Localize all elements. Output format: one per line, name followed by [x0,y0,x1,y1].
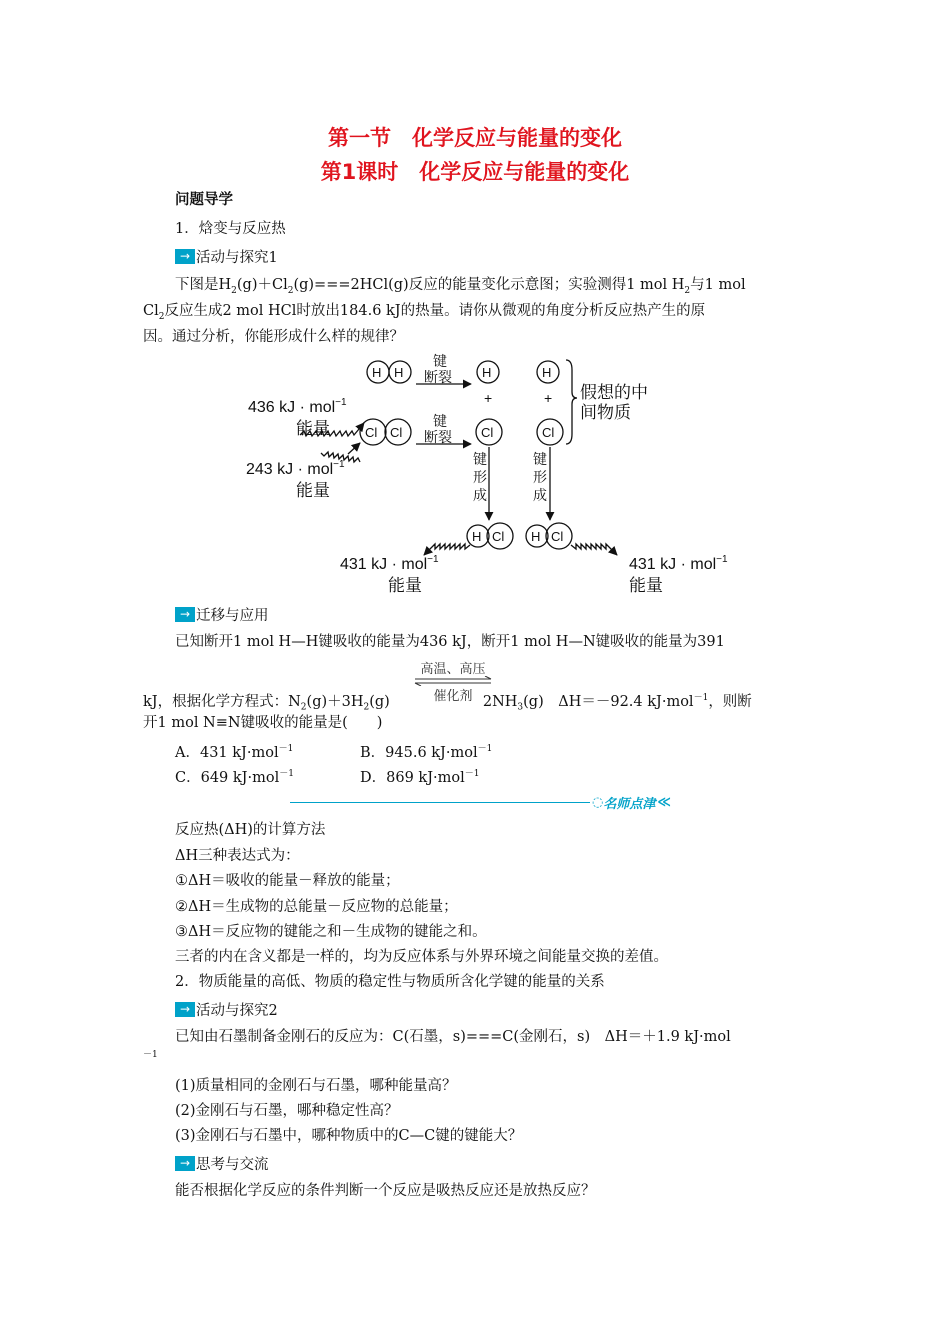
activity2-line1-cont: －1 [143,1050,158,1060]
svg-text:断裂: 断裂 [424,429,452,445]
svg-text:+: + [544,390,553,406]
activity1-tag: → 活动与探究1 [175,246,278,266]
svg-text:键: 键 [433,413,447,429]
svg-text:能量: 能量 [629,576,663,595]
svg-text:能量: 能量 [296,419,330,438]
activity2-q3: (3)金刚石与石墨中，哪种物质中的C—C键的键能大？ [175,1128,523,1144]
tips-heading: 反应热(ΔH)的计算方法 [175,822,326,838]
svg-text:+: + [484,390,493,406]
svg-text:Cl: Cl [365,425,378,440]
svg-text:间物质: 间物质 [580,403,631,422]
svg-text:形: 形 [473,469,487,485]
option-b: B．945.6 kJ·mol$^{-1}$ [360,744,493,761]
svg-text:断裂: 断裂 [424,369,452,385]
svg-text:成: 成 [533,487,547,503]
svg-text:H: H [531,529,541,544]
section-heading: 问题导学 [175,192,233,208]
activity1-paragraph-line3: 因。通过分析，你能形成什么样的规律？ [143,329,404,345]
transfer-line2: kJ，根据化学方程式：$N_2(g)+3H_2(g)$ $2NH_3(g)$ ΔH＝－92.4 kJ·mol$^{-1}$，则断 [143,693,752,713]
banner-divider [290,802,590,803]
svg-text:Cl: Cl [492,529,505,544]
tips-line0: ΔH三种表达式为： [175,848,300,864]
svg-text:431 kJ · mol−1: 431 kJ · mol$^{-1}$ [340,554,439,573]
tips-summary: 三者的内在含义都是一样的，均为反应体系与外界环境之间能量交换的差值。 [175,949,668,965]
arrow-right-icon: → [175,607,195,622]
svg-text:H: H [542,365,552,380]
tips-item2: ②ΔH＝生成物的总能量－反应物的总能量； [175,899,458,915]
double-chevron-left-icon: ≪ [657,794,671,810]
svg-text:形: 形 [533,469,547,485]
page-subtitle: 第1课时 化学反应与能量的变化 [320,160,630,184]
svg-text:能量: 能量 [296,481,330,500]
svg-text:假想的中: 假想的中 [580,383,648,402]
option-d: D．869 kJ·mol$^{-1}$ [360,769,480,786]
transfer-line3: 开1 mol N≡N键吸收的能量是( ) [143,715,383,731]
svg-text:H: H [394,365,404,380]
svg-text:H: H [482,365,492,380]
svg-text:键: 键 [473,451,487,467]
svg-text:Cl: Cl [390,425,403,440]
dot-icon: ◌ [592,794,604,810]
banner-label: ◌ 名师点津 ≪ [592,794,671,812]
arrow-right-icon: → [175,249,195,264]
svg-text:243 kJ · mol−1: 243 kJ · mol$^{-1}$ [246,459,345,478]
discussion-tag: → 思考与交流 [175,1153,269,1173]
hcl-energy-diagram [230,350,760,600]
svg-text:Cl: Cl [551,529,564,544]
svg-text:431 kJ · mol−1: 431 kJ · mol$^{-1}$ [629,554,728,573]
activity2-q1: (1)质量相同的金刚石与石墨，哪种能量高？ [175,1078,457,1094]
activity2-q2: (2)金刚石与石墨，哪种稳定性高？ [175,1103,399,1119]
svg-text:成: 成 [473,487,487,503]
arrow-right-icon: → [175,1156,195,1171]
activity2-tag: → 活动与探究2 [175,999,278,1019]
activity1-paragraph-line1: 下图是$H_2(g)+Cl_2(g)===2HCl(g)$反应的能量变化示意图；实验测得1 mol $H_2$与1 mol [175,277,746,296]
page-title: 第一节 化学反应与能量的变化 [328,126,622,150]
svg-text:Cl: Cl [542,425,555,440]
activity2-line1: 已知由石墨制备金刚石的反应为：C(石墨，s)===C(金刚石，s) ΔH＝＋1.9 kJ·mol [175,1029,731,1045]
svg-text:H: H [472,529,482,544]
part1-heading: 1．焓变与反应热 [175,221,286,237]
svg-text:H: H [372,365,382,380]
activity1-paragraph-line2: $Cl_2$反应生成2 mol HCl时放出184.6 kJ的热量。请你从微观的角度分析反应热产生的原 [143,303,706,322]
svg-text:Cl: Cl [481,425,494,440]
transfer-line1: 已知断开1 mol H—H键吸收的能量为436 kJ，断开1 mol H—N键吸收的能量为391 [175,634,725,650]
svg-text:436 kJ · mol−1: 436 kJ · mol$^{-1}$ [248,397,347,416]
tips-item3: ③ΔH＝反应物的键能之和－生成物的键能之和。 [175,924,487,940]
transfer-tag: → 迁移与应用 [175,604,269,624]
option-a: A．431 kJ·mol$^{-1}$ [175,744,294,761]
tips-item1: ①ΔH＝吸收的能量－释放的能量； [175,873,400,889]
option-c: C．649 kJ·mol$^{-1}$ [175,769,294,786]
part2-heading: 2．物质能量的高低、物质的稳定性与物质所含化学键的能量的关系 [175,974,605,990]
reaction-condition: 高温、高压 催化剂 [413,658,493,702]
svg-text:键: 键 [433,353,447,369]
svg-text:键: 键 [533,451,547,467]
svg-text:能量: 能量 [388,576,422,595]
arrow-right-icon: → [175,1002,195,1017]
discussion-line1: 能否根据化学反应的条件判断一个反应是吸热反应还是放热反应？ [175,1183,596,1199]
